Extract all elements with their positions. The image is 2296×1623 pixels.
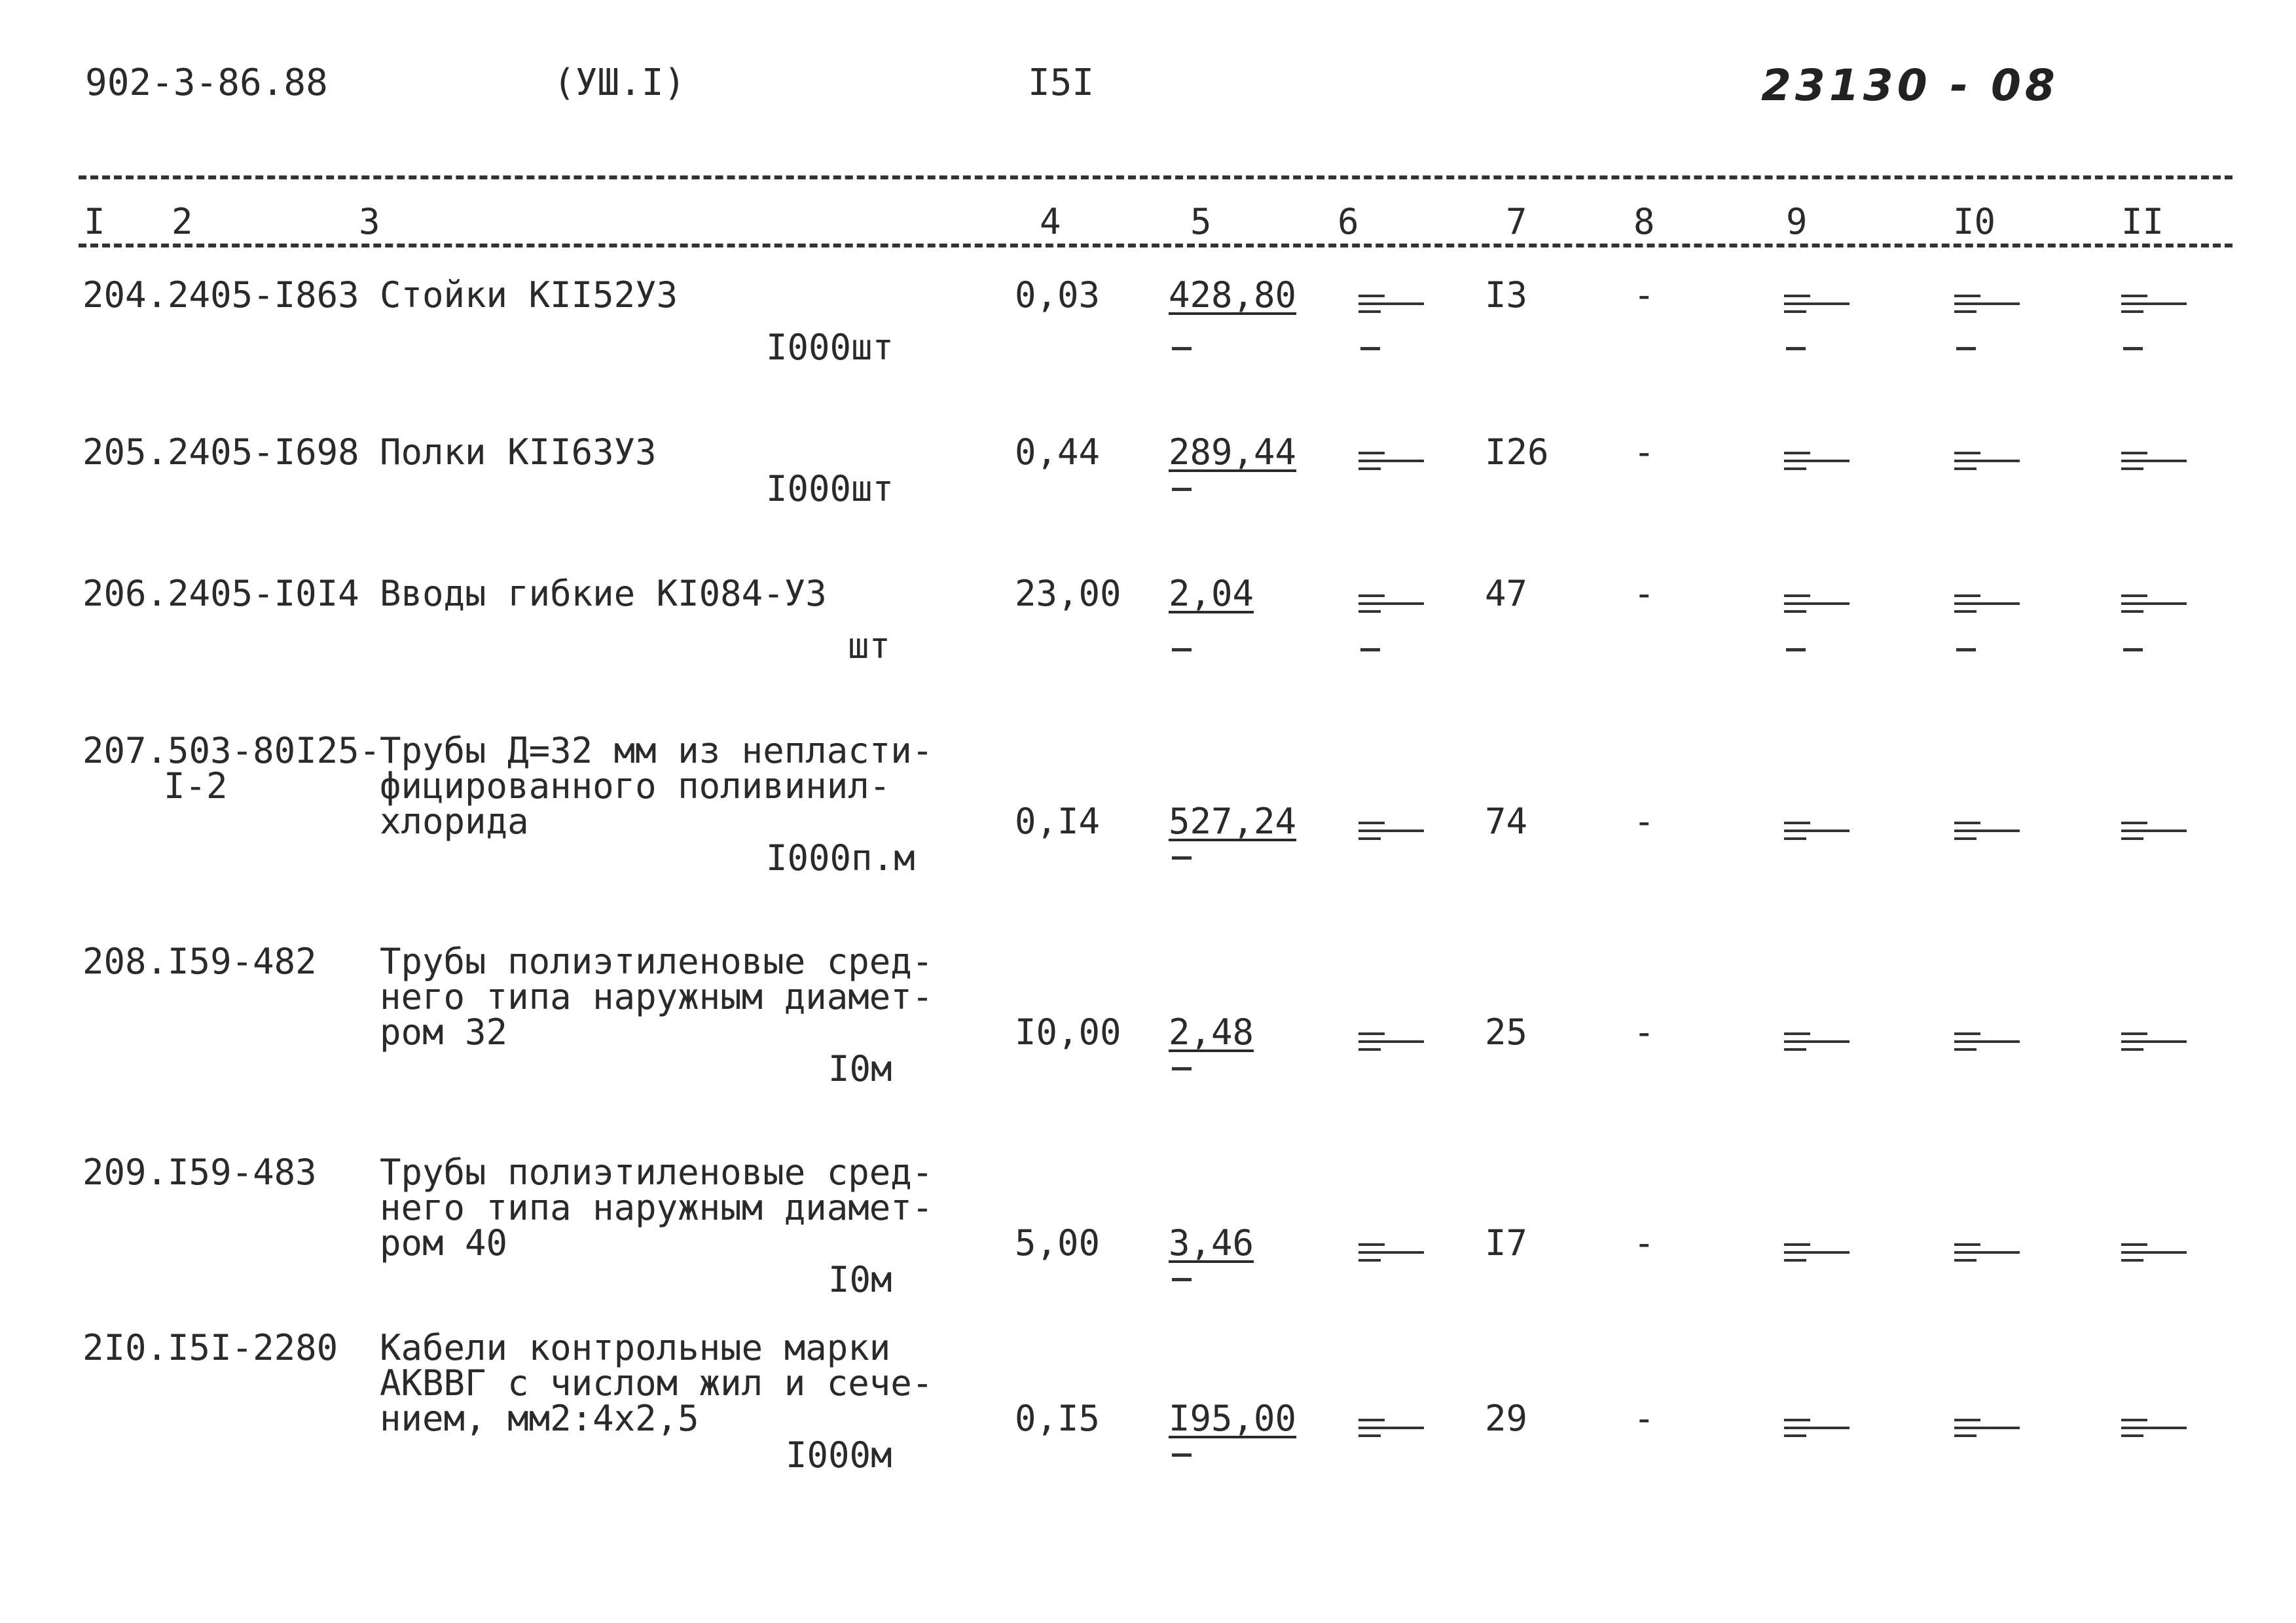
row-quantity: 0,03 — [1015, 274, 1101, 316]
row-unit: I000п.м — [766, 837, 915, 879]
col-header-9: 9 — [1786, 201, 1808, 242]
row-quantity: 0,44 — [1015, 431, 1101, 473]
row-price: 527,24 — [1169, 801, 1297, 842]
col-header-4: 4 — [1040, 201, 1061, 242]
subdash — [2123, 648, 2143, 651]
col-header-11: II — [2121, 201, 2164, 242]
dash-mark — [1954, 1032, 2020, 1052]
row-col7: 74 — [1485, 801, 1528, 842]
row-quantity: 23,00 — [1015, 573, 1121, 614]
dash-mark — [2121, 1243, 2187, 1263]
col-header-5: 5 — [1190, 201, 1212, 242]
dash-mark — [2121, 295, 2187, 314]
row-price: I95,00 — [1169, 1398, 1297, 1439]
dash-mark — [1954, 1243, 2020, 1263]
subdash — [2123, 347, 2143, 350]
dash-mark — [1358, 452, 1424, 471]
row-name-line: Стойки КII52У3 — [380, 274, 678, 316]
subdash — [1786, 347, 1806, 350]
price-subdash — [1172, 648, 1192, 651]
row-col8: - — [1633, 1398, 1655, 1439]
subdash — [1360, 347, 1380, 350]
row-name-line: Трубы Д=32 мм из непласти- — [380, 730, 934, 771]
dash-mark — [1358, 1243, 1424, 1263]
row-code-continuation: I-2 — [164, 765, 228, 807]
dash-mark — [1784, 594, 1850, 614]
price-subdash — [1172, 1453, 1192, 1457]
row-col7: 29 — [1485, 1398, 1528, 1439]
dash-mark — [1954, 594, 2020, 614]
row-name-line: Полки КII63У3 — [380, 431, 657, 473]
subdash — [1956, 648, 1976, 651]
row-col8: - — [1633, 1222, 1655, 1264]
row-code: 209.I59-483 — [82, 1152, 317, 1193]
price-subdash — [1172, 347, 1192, 350]
price-subdash — [1172, 1278, 1192, 1281]
row-name-line: Вводы гибкие КI084-У3 — [380, 573, 827, 614]
inventory-stamp: 23130 - 08 — [1761, 60, 2059, 111]
row-unit: I0м — [828, 1048, 892, 1089]
row-col7: I26 — [1485, 431, 1549, 473]
row-name-line: него типа наружным диамет- — [380, 1187, 934, 1228]
row-quantity: 5,00 — [1015, 1222, 1101, 1264]
dash-mark — [1358, 1419, 1424, 1438]
row-price: 2,48 — [1169, 1012, 1254, 1053]
col-header-3: 3 — [359, 201, 380, 242]
row-col8: - — [1633, 573, 1655, 614]
row-price: 2,04 — [1169, 573, 1254, 614]
row-col7: 47 — [1485, 573, 1528, 614]
row-name-line: ром 32 — [380, 1012, 508, 1053]
row-quantity: 0,I4 — [1015, 801, 1101, 842]
dash-mark — [2121, 452, 2187, 471]
row-code: 206.2405-I0I4 — [82, 573, 359, 614]
row-col7: I7 — [1485, 1222, 1528, 1264]
row-quantity: I0,00 — [1015, 1012, 1121, 1053]
column-header-rule — [79, 244, 2232, 247]
dash-mark — [1954, 1419, 2020, 1438]
subdash — [1786, 648, 1806, 651]
row-unit: I000шт — [766, 468, 894, 509]
dash-mark — [1784, 1032, 1850, 1052]
section-number: (УШ.I) — [553, 62, 686, 104]
row-col8: - — [1633, 1012, 1655, 1053]
row-col8: - — [1633, 274, 1655, 316]
dash-mark — [1784, 452, 1850, 471]
row-name-line: хлорида — [380, 801, 529, 842]
row-name-line: нием, мм2:4х2,5 — [380, 1398, 699, 1439]
row-code: 208.I59-482 — [82, 941, 317, 982]
col-header-2: 2 — [172, 201, 193, 242]
row-price: 3,46 — [1169, 1222, 1254, 1264]
header-rule — [79, 175, 2232, 179]
row-unit: I000шт — [766, 327, 894, 368]
row-code: 207.503-80I25- — [82, 730, 381, 771]
row-col7: I3 — [1485, 274, 1528, 316]
row-code: 204.2405-I863 — [82, 274, 359, 316]
price-subdash — [1172, 488, 1192, 491]
row-unit: I0м — [828, 1259, 892, 1300]
row-col8: - — [1633, 431, 1655, 473]
dash-mark — [1954, 822, 2020, 841]
dash-mark — [1784, 822, 1850, 841]
col-header-7: 7 — [1506, 201, 1527, 242]
price-subdash — [1172, 1067, 1192, 1070]
dash-mark — [2121, 822, 2187, 841]
dash-mark — [1784, 1243, 1850, 1263]
dash-mark — [1954, 452, 2020, 471]
col-header-6: 6 — [1338, 201, 1359, 242]
page-number: I5I — [1028, 62, 1095, 104]
row-col8: - — [1633, 801, 1655, 842]
dash-mark — [1784, 295, 1850, 314]
row-quantity: 0,I5 — [1015, 1398, 1101, 1439]
row-name-line: ром 40 — [380, 1222, 508, 1264]
col-header-10: I0 — [1953, 201, 1996, 242]
dash-mark — [2121, 1032, 2187, 1052]
row-name-line: фицированного поливинил- — [380, 765, 891, 807]
row-name-line: Кабели контрольные марки — [380, 1327, 891, 1368]
dash-mark — [1954, 295, 2020, 314]
row-name-line: Трубы полиэтиленовые сред- — [380, 1152, 934, 1193]
dash-mark — [1358, 594, 1424, 614]
row-unit: I000м — [786, 1434, 892, 1476]
subdash — [1956, 347, 1976, 350]
dash-mark — [1358, 1032, 1424, 1052]
col-header-8: 8 — [1633, 201, 1655, 242]
row-price: 289,44 — [1169, 431, 1297, 473]
dash-mark — [1784, 1419, 1850, 1438]
dash-mark — [2121, 594, 2187, 614]
row-price: 428,80 — [1169, 274, 1297, 316]
row-name-line: АКВВГ с числом жил и сече- — [380, 1362, 934, 1404]
col-header-1: I — [84, 201, 105, 242]
row-code: 205.2405-I698 — [82, 431, 359, 473]
row-col7: 25 — [1485, 1012, 1528, 1053]
dash-mark — [1358, 295, 1424, 314]
row-code: 2I0.I5I-2280 — [82, 1327, 338, 1368]
price-subdash — [1172, 856, 1192, 860]
row-name-line: него типа наружным диамет- — [380, 976, 934, 1017]
document-code: 902-3-86.88 — [85, 62, 328, 104]
subdash — [1360, 648, 1380, 651]
row-name-line: Трубы полиэтиленовые сред- — [380, 941, 934, 982]
dash-mark — [2121, 1419, 2187, 1438]
dash-mark — [1358, 822, 1424, 841]
row-unit: шт — [848, 625, 891, 666]
